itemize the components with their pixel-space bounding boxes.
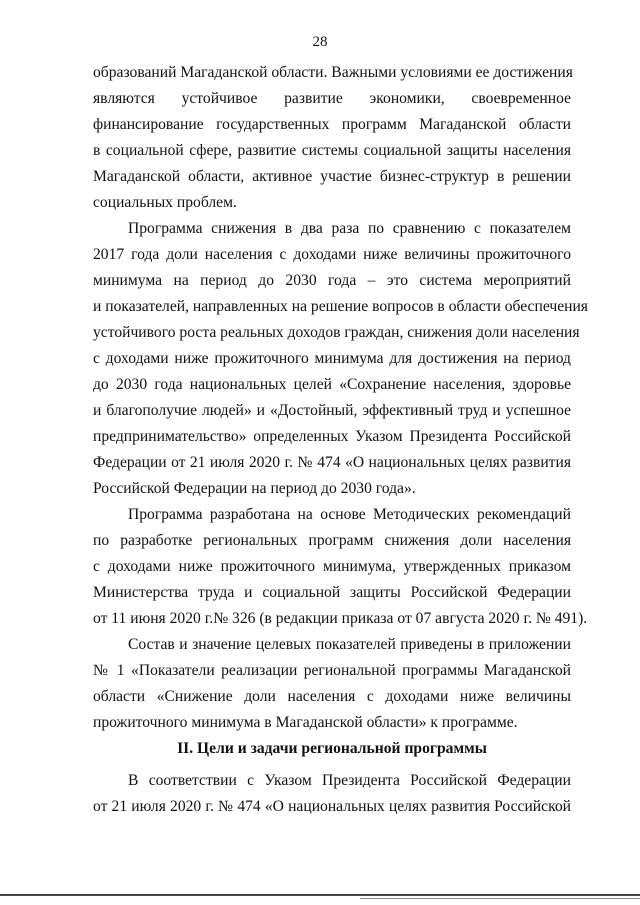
text-line: и благополучие людей» и «Достойный, эффективный труд и успешное	[93, 402, 571, 419]
text-line: по разработке региональных программ снижения доли населения	[93, 532, 571, 549]
text-line: являются устойчивое развитие экономики, своевременное	[93, 90, 571, 107]
section-heading: II. Цели и задачи региональной программы	[177, 740, 487, 757]
text-line: Программа разработана на основе Методических рекомендаций	[128, 506, 571, 523]
text-line: Программа снижения в два раза по сравнению с показателем	[128, 220, 571, 237]
text-line: В соответствии с Указом Президента Российской Федерации	[128, 772, 571, 789]
text-line: образований Магаданской области. Важными условиями ее достижения	[93, 64, 573, 81]
text-line: Министерства труда и социальной защиты Российской Федерации	[93, 584, 571, 601]
text-line: финансирование государственных программ Магаданской области	[93, 116, 571, 133]
text-line: от 11 июня 2020 г.№ 326 (в редакции приказа от 07 августа 2020 г. № 491).	[93, 610, 588, 627]
text-line: социальных проблем.	[93, 194, 237, 211]
text-line: с доходами ниже прожиточного минимума для достижения на период	[93, 350, 571, 367]
bottom-rule	[0, 894, 640, 896]
page-number: 28	[312, 34, 328, 50]
text-line: 2017 года доли населения с доходами ниже величины прожиточного	[93, 246, 571, 263]
text-line: предпринимательство» определенных Указом Президента Российской	[93, 428, 571, 445]
text-line: до 2030 года национальных целей «Сохранение населения, здоровье	[93, 376, 571, 393]
text-line: Магаданской области, активное участие бизнес-структур в решении	[93, 168, 571, 185]
text-line: области «Снижение доли населения с доходами ниже величины	[93, 688, 571, 705]
text-line: минимума на период до 2030 года – это система мероприятий	[93, 272, 571, 289]
text-line: Российской Федерации на период до 2030 года».	[93, 480, 416, 497]
text-line: от 21 июля 2020 г. № 474 «О национальных целях развития Российской	[93, 798, 571, 815]
text-line: Состав и значение целевых показателей приведены в приложении	[128, 636, 571, 653]
text-line: в социальной сфере, развитие системы социальной защиты населения	[93, 142, 571, 159]
text-line: с доходами ниже прожиточного минимума, утвержденных приказом	[93, 558, 571, 575]
text-line: и показателей, направленных на решение вопросов в области обеспечения	[93, 298, 588, 315]
bottom-rule-secondary	[360, 898, 640, 899]
text-line: № 1 «Показатели реализации региональной программы Магаданской	[93, 662, 571, 679]
text-line: прожиточного минимума в Магаданской области» к программе.	[93, 714, 518, 731]
text-line: устойчивого роста реальных доходов граждан, снижения доли населения	[93, 324, 580, 341]
text-line: Федерации от 21 июля 2020 г. № 474 «О национальных целях развития	[93, 454, 571, 471]
